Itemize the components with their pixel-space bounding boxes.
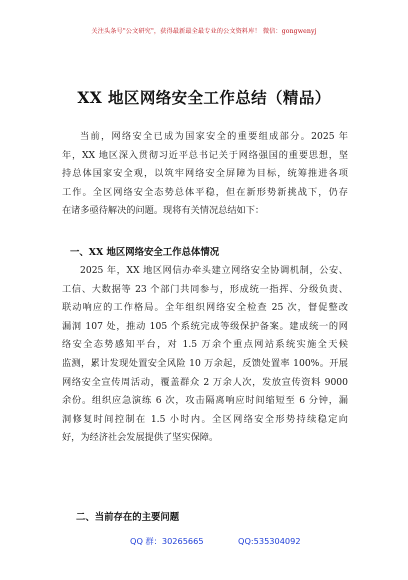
section-heading-problems: 二、当前存在的主要问题 [76,512,180,523]
overview-line: 好，为经济社会发展提供了坚实保障。 [62,432,219,444]
footer-qq-group: QQ 群：30265665 [130,536,204,546]
overview-line: 工信、大数据等 23 个部门共同参与，形成统一指挥、分级负责、 [62,283,348,295]
intro-paragraph [62,128,348,221]
overview-line: 2025 年，XX 地区网信办牵头建立网络安全协调机制，公安、 [80,265,348,276]
footer-qq-number: QQ:535304092 [238,536,301,546]
document-title: XX 地区网络安全工作总结（精品） [77,88,331,107]
intro-line: 年，XX 地区深入贯彻习近平总书记关于网络强国的重要思想，坚 [62,149,348,161]
section-heading-overview: 一、XX 地区网络安全工作总体情况 [70,247,220,258]
intro-line: 持总体国家安全观，以筑牢网络安全屏障为目标，统筹推进各项 [62,168,348,180]
intro-line: 当前，网络安全已成为国家安全的重要组成部分。2025 年 [80,131,348,142]
overview-line: 联动响应的工作格局。全年组织网络安全检查 25 次，督促整改 [62,302,348,314]
promo-header-text: 关注头条号"公文研究"，获得最新最全最专业的公文资料库！ 微信：gongwenyj [91,28,317,35]
overview-line: 洞修复时间控制在 1.5 小时内。全区网络安全形势持续稳定向 [62,413,348,425]
overview-line: 余份。组织应急演练 6 次，攻击隔离响应时间缩短至 6 分钟，漏 [62,395,348,407]
overview-line: 网络安全宣传周活动，覆盖群众 2 万余人次，发放宣传资料 9000 [62,376,348,388]
overview-line: 监测，累计发现处置安全风险 10 万余起，反馈处置率 100%。开展 [62,357,348,369]
overview-line: 漏洞 107 处，推动 105 个系统完成等级保护备案。建成统一的网 [62,320,348,332]
intro-line: 在诸多亟待解决的问题。现将有关情况总结如下： [62,205,265,217]
overview-line: 络安全态势感知平台，对 1.5 万余个重点网站系统实施全天候 [62,339,348,351]
intro-line: 工作。全区网络安全态势总体平稳，但在新形势新挑战下，仍存 [62,186,348,198]
overview-paragraph [62,262,348,448]
